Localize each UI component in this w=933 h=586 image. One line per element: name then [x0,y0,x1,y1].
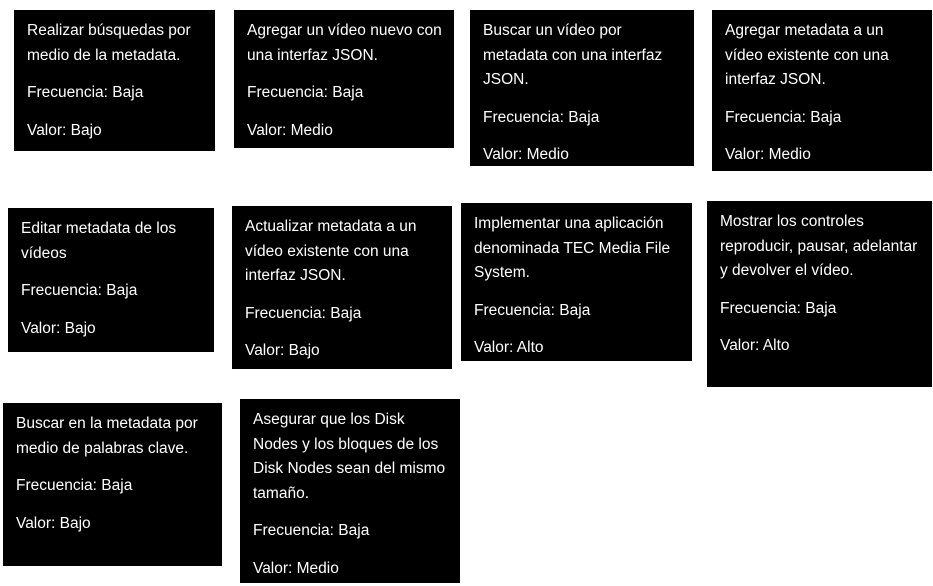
story-value: Valor: Bajo [245,342,320,359]
story-title: Agregar un vídeo nuevo con una interfaz JSON. [247,22,442,64]
story-value: Valor: Alto [720,337,790,354]
story-title: Asegurar que los Disk Nodes y los bloques de los Disk Nodes sean del mismo tamaño. [253,411,446,502]
story-card [3,403,222,566]
story-frequency: Frecuencia: Baja [720,299,837,317]
story-title: Agregar metadata a un vídeo existente con una interfaz JSON. [725,22,889,88]
story-title: Buscar en la metadata por medio de palabras clave. [16,415,198,457]
story-title: Realizar búsquedas por medio de la metadata. [27,22,191,64]
story-title: Buscar un vídeo por metadata con una interfaz JSON. [483,22,663,88]
story-value: Valor: Bajo [27,121,102,139]
story-card [8,208,214,352]
story-frequency: Frecuencia: Baja [483,108,600,126]
story-title: Actualizar metadata a un vídeo existente con una interfaz JSON. [245,218,417,284]
story-value: Valor: Medio [483,146,569,163]
story-value: Valor: Medio [725,146,811,163]
story-card [461,203,692,361]
story-value: Valor: Bajo [21,319,96,337]
story-title: Implementar una aplicación denominada TEC Media File System. [474,215,671,281]
story-frequency: Frecuencia: Baja [245,304,362,322]
story-frequency: Frecuencia: Baja [27,84,144,101]
story-value: Valor: Medio [247,121,333,139]
story-value: Valor: Alto [474,339,544,356]
story-card [234,10,454,148]
story-title: Mostrar los controles reproducir, pausar, adelantar y devolver el vídeo. [720,213,918,279]
story-frequency: Frecuencia: Baja [725,108,842,126]
story-card [240,399,460,583]
story-card [470,10,694,166]
story-value: Valor: Medio [253,559,339,577]
story-frequency: Frecuencia: Baja [21,282,138,299]
story-card [14,10,215,151]
story-title: Editar metadata de los vídeos [21,220,177,262]
story-card [712,10,932,171]
story-frequency: Frecuencia: Baja [253,522,370,539]
story-card [232,206,452,369]
story-frequency: Frecuencia: Baja [474,301,591,319]
story-frequency: Frecuencia: Baja [16,477,133,494]
story-frequency: Frecuencia: Baja [247,84,364,101]
story-card [707,201,932,387]
story-value: Valor: Bajo [16,514,91,532]
